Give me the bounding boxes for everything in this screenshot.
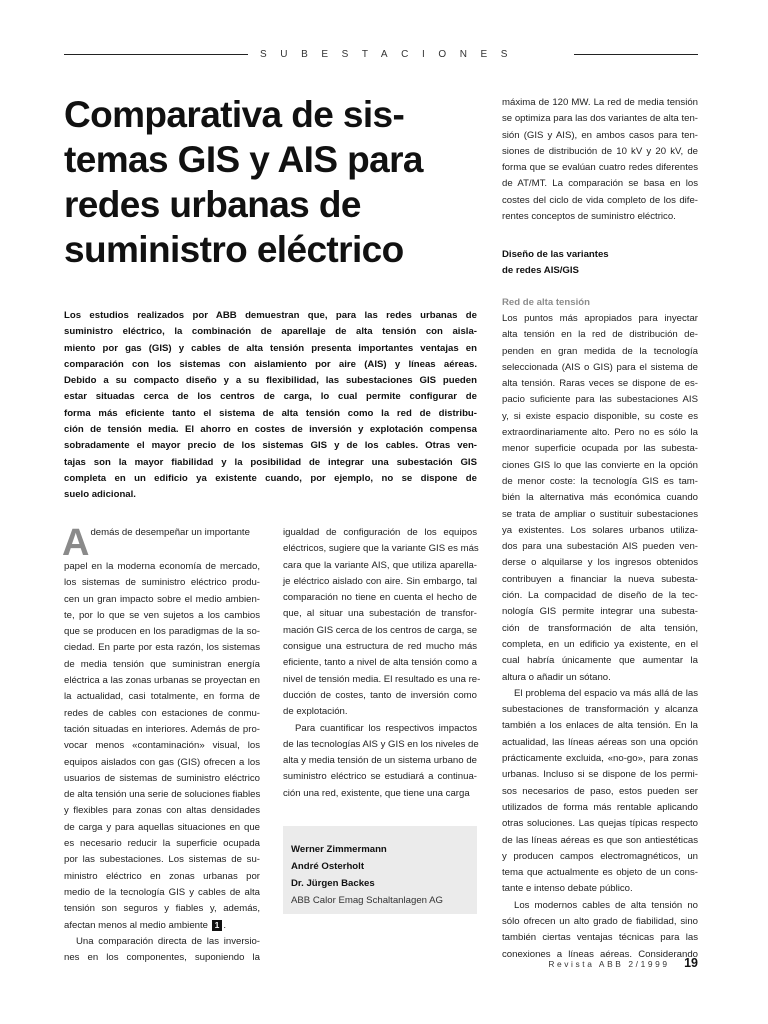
- body-line: que, al situar una subestación de transfor-: [283, 608, 477, 620]
- body-line: otras soluciones. Las quejas típicas respecto: [502, 818, 698, 830]
- body-line: contribuyen a financiar la nueva subesta-: [502, 573, 698, 585]
- body-line: Para cuantificar los respectivos impactos: [295, 722, 477, 734]
- body-line: de carga y para aquellas situaciones en que: [64, 821, 260, 833]
- body-line: extraordinariamente alto. Pero no es sólo la: [502, 427, 698, 439]
- body-line: prácticamente excluida, «no-go», para zonas: [502, 753, 698, 765]
- body-line: forma que se evalúan cuatro redes diferentes: [502, 162, 698, 174]
- drop-cap: A: [62, 522, 90, 564]
- body-line: también a los enlaces de alta tensión. En la: [502, 720, 698, 732]
- body-line: vocar menos «contaminación» visual, los: [64, 740, 260, 752]
- lead-line: suelo adicional.: [64, 489, 136, 501]
- body-line: consigue una estructura de red mucho más: [283, 641, 477, 653]
- body-line: de AT/MT. La comparación se basa en los: [502, 178, 698, 190]
- body-line: se trata de ampliar o sustituir subestaciones: [502, 508, 698, 520]
- body-line: usuarios de sistemas de suministro eléctrico: [64, 772, 260, 784]
- body-line: de alta tensión una serie de soluciones fiables: [64, 789, 261, 801]
- fig-line-prefix: afectan menos al medio ambiente: [64, 919, 208, 931]
- body-line: cual habría únicamente que aumentar la: [502, 655, 698, 667]
- lead-line: ción de tensión media. El ahorro en costes de inversión y explotación compensa: [64, 424, 477, 436]
- fig-line-suffix: .: [223, 919, 227, 931]
- body-line: pacio suficiente para las subestaciones AIS: [502, 394, 698, 406]
- page-number: 19: [684, 956, 698, 970]
- subheading-high-voltage: Red de alta tensión: [502, 297, 590, 308]
- body-line: ministro eléctrico en zonas urbanas por: [64, 870, 260, 882]
- lead-line: estar situadas cerca de los centros de carga, lo cual permite configurar de: [64, 391, 477, 403]
- body-line: medio de la tecnología GIS y cables de alta: [64, 886, 260, 898]
- body-line: Los modernos cables de alta tensión no: [514, 899, 698, 911]
- body-line: igualdad de configuración de los equipos: [283, 527, 477, 538]
- body-line: eléctrica a las zonas urbanas se proyectan en: [64, 675, 260, 687]
- body-line: subestaciones de transformación y alcanza: [502, 704, 698, 716]
- body-line: completa, en un edificio ya existente, en el: [502, 638, 698, 650]
- body-line: cen un gran impacto sobre el medio ambien-: [64, 593, 260, 605]
- header-rule-right: [574, 54, 698, 55]
- body-line: tema que actualmente es objeto de un cons-: [502, 867, 698, 879]
- section-header: [64, 46, 698, 64]
- body-line: tante e intenso debate público.: [502, 883, 633, 895]
- body-line: ya existentes. Los solares urbanos utiliza-: [502, 524, 698, 536]
- body-line: ciedad. En parte por esta razón, los sistemas: [64, 642, 260, 654]
- body-line: la actualidad, casi totalmente, en forma de: [64, 691, 260, 703]
- body-line: conexiones a líneas aéreas. Considerando: [502, 948, 698, 960]
- figure-reference-badge: 1: [212, 920, 223, 931]
- title-line: temas GIS y AIS para: [64, 139, 423, 180]
- lead-paragraph: [64, 308, 477, 504]
- body-line: utilizados de forma más rentable aplicando: [502, 801, 698, 813]
- header-rule-left: [64, 54, 248, 55]
- body-line: es necesario reducir la superficie ocupada: [64, 838, 260, 850]
- body-line: eléctricos, sugiere que la variante GIS es más: [283, 543, 479, 555]
- body-line: que se producen en los paradigmas de la so-: [64, 626, 260, 638]
- body-line: sión (GIS y AIS), en ambos casos para ten-: [502, 129, 698, 141]
- lead-line: suministro eléctrico, la combinación de aparellaje de alta tensión con aisla-: [64, 326, 477, 338]
- body-line: menor superficie ocupada por las subesta-: [502, 443, 698, 455]
- lead-line: forma más eficiente tanto el sistema de alta tensión como la red de distribu-: [64, 407, 477, 419]
- body-line: comparación no tiene en cuenta el hecho de: [283, 592, 477, 604]
- body-line: nes en los componentes, suponiendo la: [64, 952, 260, 964]
- body-line: je eléctrico aislado con aire. Sin embargo, tal: [283, 575, 477, 587]
- body-line: suministro eléctrico se estudiará a continua-: [283, 771, 477, 783]
- body-line: rentes conceptos de suministro eléctrico.: [502, 211, 676, 223]
- body-line: ción de transformación de alta tensión,: [502, 622, 698, 634]
- author-name: André Osterholt: [291, 861, 365, 872]
- author-name: Dr. Jürgen Backes: [291, 878, 375, 889]
- body-line: nología GIS permite integrar una subesta-: [502, 606, 698, 618]
- body-line: alta tensión. Raras veces se dispone de es-: [502, 378, 698, 390]
- body-line: ción una red, existente, que tiene una carga: [283, 787, 470, 799]
- body-line: equipos aislados con gas (GIS) ofrecen a los: [64, 756, 260, 768]
- lead-line: miento por gas (GIS) y cables de alta tensión presenta importantes ventajas en: [64, 342, 477, 354]
- title-line: Comparativa de sis-: [64, 94, 405, 135]
- body-line: eficiente, tanto a nivel de alta tensión como a: [283, 657, 477, 669]
- body-line: de las líneas aéreas es que son antiestéticas: [502, 834, 698, 846]
- body-line: ducción de costes, tanto de inversión como: [283, 689, 477, 701]
- body-line: actualidad, las líneas aéreas son una opción: [502, 736, 698, 748]
- body-line: dos para una subestación AIS pueden ven-: [502, 541, 698, 553]
- body-line: alta tensión en la red de distribución de-: [502, 329, 698, 341]
- body-line: demás de desempeñar un importante: [90, 527, 250, 538]
- section-label: SUBESTACIONES: [260, 49, 522, 60]
- body-line: alta y media tensión de un sistema urbano de: [283, 755, 477, 767]
- body-line: y, si existe espacio disponible, su coste es: [502, 410, 698, 422]
- body-line: El problema del espacio va más allá de las: [514, 687, 698, 699]
- body-line: tensión son seguros y fiables y, además,: [64, 903, 260, 915]
- author-affiliation: ABB Calor Emag Schaltanlagen AG: [291, 895, 443, 906]
- author-box: [283, 826, 477, 914]
- lead-line: sobradamente el mayor precio de los sistemas GIS y de los cables. Otras ven-: [64, 440, 477, 452]
- body-line: sólo ofrecen un alto grado de fiabilidad, sino: [502, 915, 698, 927]
- body-line: los sistemas de suministro eléctrico produ-: [64, 577, 260, 589]
- subheading-design: [502, 247, 698, 280]
- body-line: altura o añadir un sótano.: [502, 671, 611, 683]
- lead-line: Los estudios realizados por ABB demuestran que, para las redes urbanas de: [64, 310, 477, 321]
- body-line: siones de distribución de 10 kV y 20 kV, de: [502, 145, 698, 157]
- body-line: penden en gran medida de la tecnología: [502, 345, 698, 357]
- body-line: seleccionada (AIS o GIS) para el sistema de: [502, 361, 698, 373]
- body-line: y producen campos electromagnéticos, un: [502, 850, 698, 862]
- body-line: cara que la variante AIS, que utiliza aparella-: [283, 559, 477, 571]
- lead-line: Debido a su compacto diseño y a su flexibilidad, las subestaciones GIS pueden: [64, 375, 477, 387]
- subheading-line: Diseño de las variantes: [502, 249, 609, 260]
- body-line: máxima de 120 MW. La red de media tensión: [502, 97, 698, 108]
- page-footer: [548, 954, 698, 972]
- body-line: redes de cables con estaciones de conmu-: [64, 707, 260, 719]
- body-line: nivel de tensión media. El resultado es una re-: [283, 673, 481, 685]
- subheading-line: de redes AIS/GIS: [502, 265, 579, 277]
- body-line: también ciertas ventajas técnicas para las: [502, 932, 698, 944]
- title-line: redes urbanas de: [64, 184, 361, 225]
- body-line: urbanas. Incluso si se dispone de los permi-: [502, 769, 698, 781]
- body-line: ción. La compacidad de diseño de la tec-: [502, 590, 698, 602]
- body-line: Una comparación directa de las inversio-: [76, 935, 260, 947]
- body-line: y flexibles para zonas con altas densidades: [64, 805, 260, 817]
- body-line: de las tecnologías AIS y GIS en los niveles de: [283, 738, 479, 750]
- lead-line: completa en un edificio ya existente cuando, por ejemplo, no se dispone de: [64, 472, 477, 484]
- body-line: mación GIS cerca de los centros de carga, se: [283, 624, 478, 636]
- body-line: de explotación.: [283, 706, 348, 718]
- lead-line: tajas son la mayor fiabilidad y la posibilidad de integrar una subestación GIS: [64, 456, 477, 468]
- body-line: por las subestaciones. Los sistemas de su-: [64, 854, 260, 866]
- body-line: sos necesarios de paso, estos pueden ser: [502, 785, 698, 797]
- journal-name: Revista ABB 2/1999: [548, 959, 670, 969]
- body-line: papel en la moderna economía de mercado,: [64, 561, 260, 572]
- body-line: Los puntos más apropiados para inyectar: [502, 313, 698, 324]
- body-line: bién la alternativa más económica cuando: [502, 492, 698, 504]
- body-line: de media tensión que suministran energía: [64, 658, 260, 670]
- body-line: te, por lo que se ven sujetos a los cambios: [64, 609, 260, 621]
- body-column-right-top: [502, 95, 698, 225]
- body-column-right-bottom: [502, 311, 698, 963]
- lead-line: comparación con los sistemas con aislamiento por aire (AIS) y líneas aéreas.: [64, 358, 477, 370]
- body-line: tación situadas en interiores. Además de pro-: [64, 723, 260, 735]
- body-line: costes del ciclo de vida completo de los dife-: [502, 194, 698, 206]
- article-title: [64, 92, 484, 272]
- body-line: de menor coste: la tecnología GIS es tam-: [502, 475, 698, 487]
- body-line: se optimiza para las dos variantes de alta ten-: [502, 113, 698, 125]
- body-column-left: [62, 522, 261, 966]
- body-line: derse o alquilarse y los ingresos obtenidos: [502, 557, 698, 569]
- body-column-middle: [283, 525, 481, 802]
- body-line: [64, 918, 260, 934]
- body-line: ciones GIS lo que las convierte en la opción: [502, 459, 698, 471]
- author-name: Werner Zimmermann: [291, 844, 387, 855]
- title-line: suministro eléctrico: [64, 229, 404, 270]
